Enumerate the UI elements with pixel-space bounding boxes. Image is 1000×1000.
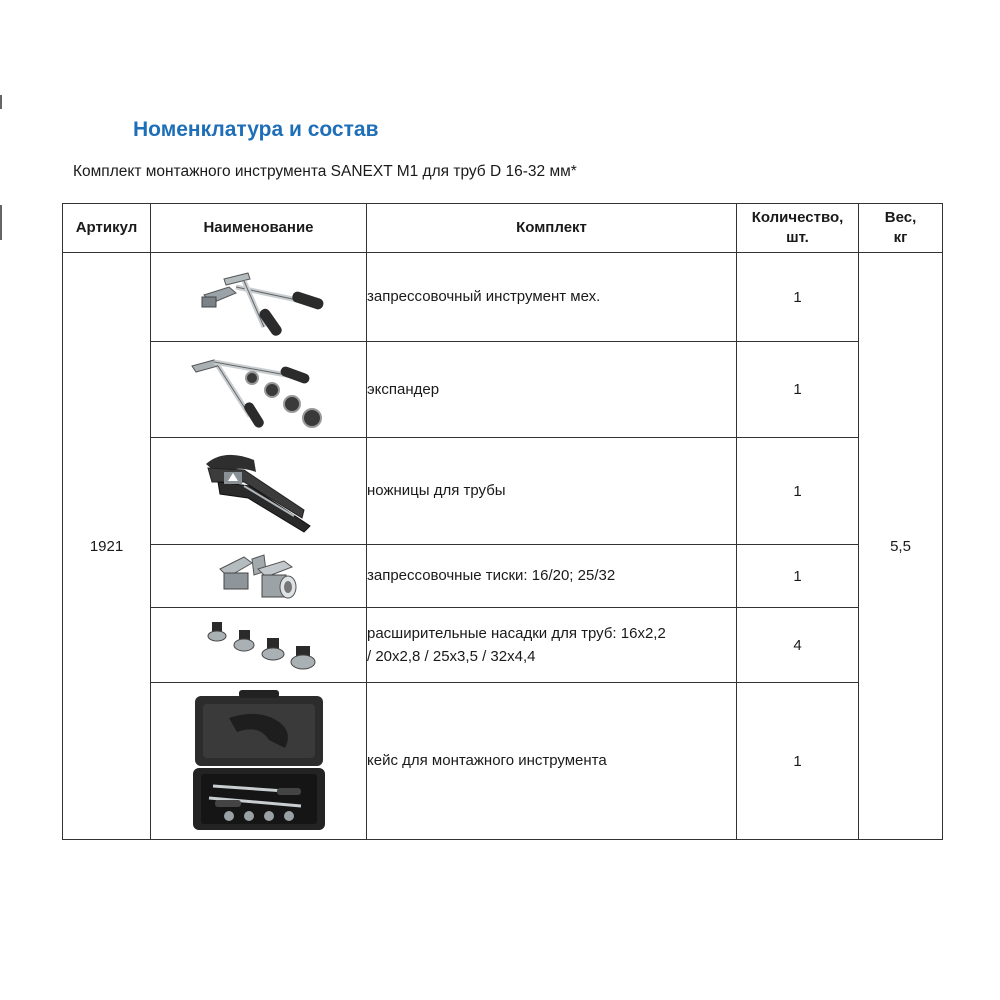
product-image-cell — [151, 253, 367, 342]
press-jaws-icon — [204, 547, 314, 605]
header-name: Наименование — [151, 204, 367, 253]
table-row — [63, 253, 943, 342]
page-title: Номенклатура и состав — [133, 118, 379, 141]
weight-cell: 5,5 — [859, 253, 943, 840]
kit-text-line1: расширительные насадки для труб: 16x2,2 — [367, 624, 666, 642]
page-subtitle: Комплект монтажного инструмента SANEXT M1 для труб D 16-32 мм* — [73, 163, 577, 180]
header-quantity-line1: Количество, — [751, 208, 844, 226]
quantity-cell: 4 — [737, 608, 859, 683]
header-kit: Комплект — [367, 204, 737, 253]
kit-text-line2: / 20x2,8 / 25x3,5 / 32x4,4 — [367, 648, 536, 665]
header-weight-line1: Вес, — [884, 208, 917, 226]
tool-case-icon — [189, 688, 329, 834]
product-image-cell — [151, 545, 367, 608]
quantity-cell: 1 — [737, 438, 859, 545]
header-weight — [859, 204, 943, 253]
kit-cell: экспандер — [367, 342, 737, 438]
press-tool-icon — [184, 257, 334, 337]
product-image-cell — [151, 342, 367, 438]
table-row — [63, 683, 943, 840]
pipe-cutter-icon — [184, 442, 334, 540]
kit-cell: ножницы для трубы — [367, 438, 737, 545]
table-row — [63, 342, 943, 438]
kit-cell: запрессовочные тиски: 16/20; 25/32 — [367, 545, 737, 608]
quantity-cell: 1 — [737, 545, 859, 608]
table-row — [63, 438, 943, 545]
kit-cell — [367, 608, 737, 683]
product-image-cell — [151, 608, 367, 683]
expander-icon — [174, 346, 344, 434]
product-image-cell — [151, 683, 367, 840]
page-edge-mark — [0, 95, 2, 109]
article-cell: 1921 — [63, 253, 151, 840]
product-image-cell — [151, 438, 367, 545]
composition-table — [62, 203, 943, 840]
header-article: Артикул — [63, 204, 151, 253]
table-header-row — [63, 204, 943, 253]
header-quantity — [737, 204, 859, 253]
quantity-cell: 1 — [737, 683, 859, 840]
table-row — [63, 608, 943, 683]
kit-cell: кейс для монтажного инструмента — [367, 683, 737, 840]
expander-heads-icon — [194, 612, 324, 678]
quantity-cell: 1 — [737, 342, 859, 438]
header-quantity-line2: шт. — [786, 229, 809, 246]
quantity-cell: 1 — [737, 253, 859, 342]
header-weight-line2: кг — [893, 229, 908, 246]
kit-cell: запрессовочный инструмент мех. — [367, 253, 737, 342]
page-edge-mark — [0, 205, 2, 240]
table-row — [63, 545, 943, 608]
